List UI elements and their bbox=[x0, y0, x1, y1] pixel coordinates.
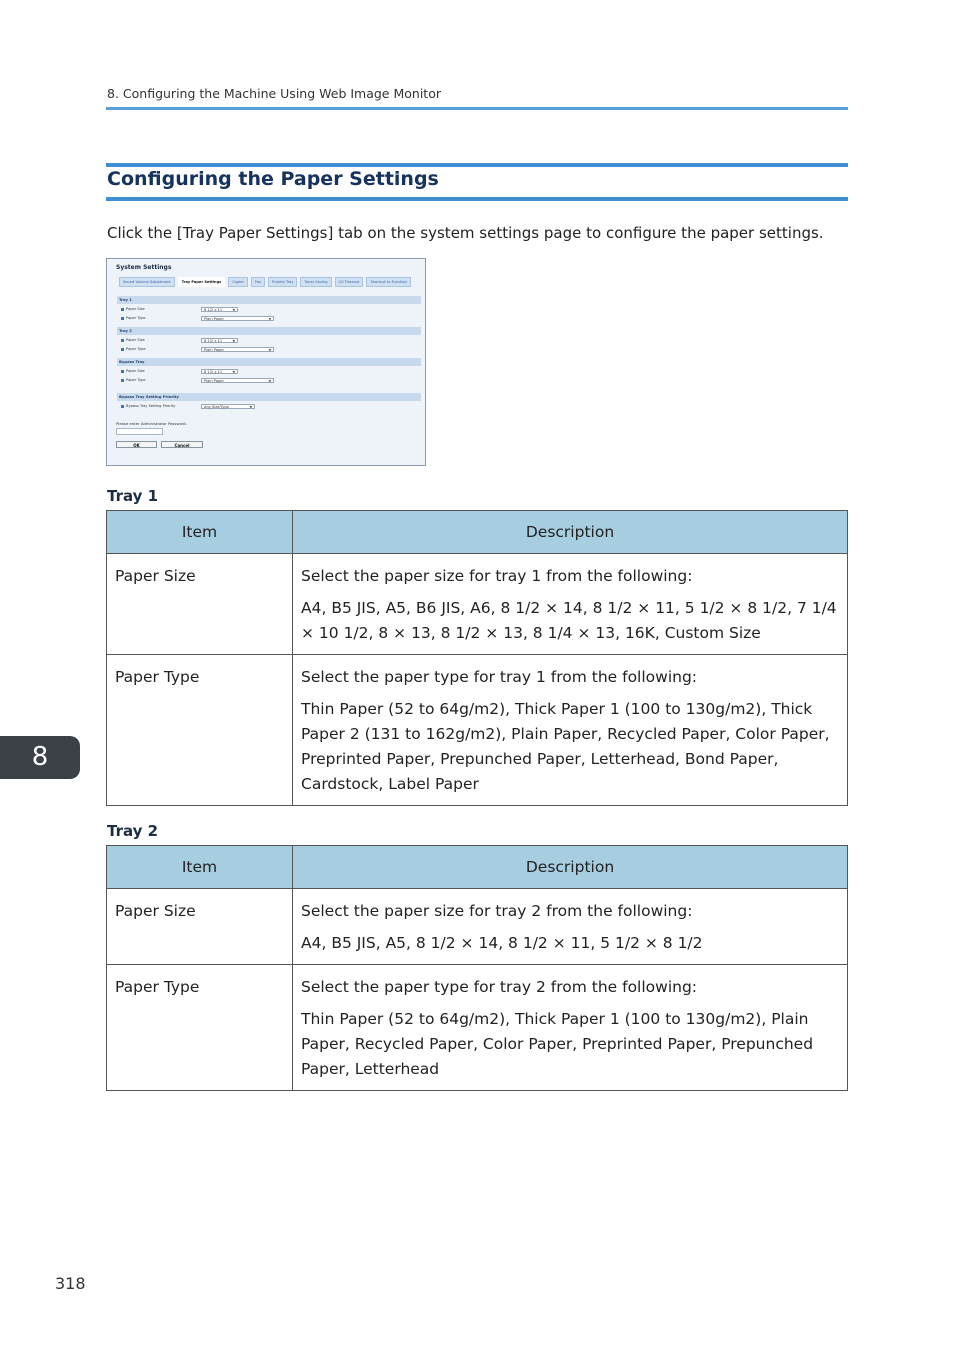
group-bypass-priority: Bypass Tray Setting Priority bbox=[117, 393, 421, 401]
password-input[interactable] bbox=[116, 428, 163, 435]
table-row bbox=[107, 889, 848, 965]
group-tray-1: Tray 1 bbox=[117, 296, 421, 304]
cancel-button[interactable]: Cancel bbox=[161, 441, 203, 448]
table-row bbox=[107, 965, 848, 1091]
description-lead: Select the paper type for tray 2 from the following: bbox=[301, 978, 698, 996]
field-tray1-paper-size: Paper Size bbox=[121, 307, 145, 311]
header-rule bbox=[106, 107, 848, 110]
field-tray1-paper-type: Paper Type bbox=[121, 316, 146, 320]
tab-priority-tray[interactable]: Priority Tray bbox=[268, 277, 297, 287]
description-lead: Select the paper size for tray 1 from the following: bbox=[301, 567, 693, 585]
intro-paragraph: Click the [Tray Paper Settings] tab on the system settings page to configure the paper settings. bbox=[107, 224, 824, 242]
table-row bbox=[107, 554, 848, 655]
select-tray1-paper-size[interactable]: 8 1/2 x 11 ▼ bbox=[201, 307, 238, 312]
tray2-table bbox=[106, 845, 848, 1091]
field-tray2-paper-size: Paper Size bbox=[121, 338, 145, 342]
row-item: Paper Type bbox=[107, 965, 293, 1091]
row-description bbox=[293, 655, 848, 806]
table-header-item: Item bbox=[107, 511, 293, 554]
select-bypass-paper-type[interactable]: Plain Paper ▼ bbox=[201, 378, 274, 383]
select-tray2-paper-type[interactable]: Plain Paper ▼ bbox=[201, 347, 274, 352]
tray1-caption: Tray 1 bbox=[107, 487, 159, 505]
select-tray1-paper-type[interactable]: Plain Paper ▼ bbox=[201, 316, 274, 321]
row-item: Paper Size bbox=[107, 554, 293, 655]
tray1-table bbox=[106, 510, 848, 806]
tab-sound-volume[interactable]: Sound Volume Adjustment bbox=[119, 277, 175, 287]
password-label: Please enter Administrator Password. bbox=[116, 421, 187, 426]
screenshot-title: System Settings bbox=[116, 264, 172, 271]
field-bypass-priority: Bypass Tray Setting Priority bbox=[121, 404, 175, 408]
field-bypass-paper-type: Paper Type bbox=[121, 378, 146, 382]
tab-tray-paper-settings[interactable]: Tray Paper Settings bbox=[178, 277, 226, 287]
field-bypass-paper-size: Paper Size bbox=[121, 369, 145, 373]
ok-button[interactable]: OK bbox=[116, 441, 157, 448]
page-number: 318 bbox=[55, 1274, 86, 1293]
chapter-tab: 8 bbox=[0, 736, 80, 779]
row-item: Paper Type bbox=[107, 655, 293, 806]
screenshot-tab-bar bbox=[119, 277, 411, 287]
tray2-caption: Tray 2 bbox=[107, 822, 159, 840]
section-rule-bottom bbox=[106, 197, 848, 201]
row-description bbox=[293, 889, 848, 965]
field-tray2-paper-type: Paper Type bbox=[121, 347, 146, 351]
description-detail: Thin Paper (52 to 64g/m2), Thick Paper 1 (100 to 130g/m2), Plain Paper, Recycled Paper, Color Paper, Preprinted Paper, Prepunched Paper, Letterhead bbox=[301, 1010, 814, 1078]
table-header-item: Item bbox=[107, 846, 293, 889]
tab-toner-saving[interactable]: Toner Saving bbox=[300, 277, 331, 287]
section-title: Configuring the Paper Settings bbox=[107, 168, 439, 190]
group-bypass-tray: Bypass Tray bbox=[117, 358, 421, 366]
tab-copier[interactable]: Copier bbox=[228, 277, 248, 287]
row-item: Paper Size bbox=[107, 889, 293, 965]
section-rule-top bbox=[106, 163, 848, 167]
row-description bbox=[293, 554, 848, 655]
group-tray-2: Tray 2 bbox=[117, 327, 421, 335]
description-lead: Select the paper size for tray 2 from the following: bbox=[301, 902, 693, 920]
tab-io-timeout[interactable]: I/O Timeout bbox=[335, 277, 364, 287]
select-tray2-paper-size[interactable]: 8 1/2 x 11 ▼ bbox=[201, 338, 238, 343]
tab-fax[interactable]: Fax bbox=[251, 277, 265, 287]
description-lead: Select the paper type for tray 1 from the following: bbox=[301, 668, 698, 686]
select-bypass-priority[interactable]: Any Size/Type ▼ bbox=[201, 404, 255, 409]
table-row bbox=[107, 655, 848, 806]
system-settings-screenshot bbox=[106, 258, 426, 466]
table-header-description: Description bbox=[293, 846, 848, 889]
table-header-description: Description bbox=[293, 511, 848, 554]
select-bypass-paper-size[interactable]: 8 1/2 x 11 ▼ bbox=[201, 369, 238, 374]
description-detail: A4, B5 JIS, A5, B6 JIS, A6, 8 1/2 × 14, 8 1/2 × 11, 5 1/2 × 8 1/2, 7 1/4 × 10 1/2, 8 × 13, 8 1/2 × 13, 8 1/4 × 13, 16K, Custom Size bbox=[301, 599, 837, 642]
row-description bbox=[293, 965, 848, 1091]
tab-shortcut-to-function[interactable]: Shortcut to Function bbox=[366, 277, 411, 287]
running-head: 8. Configuring the Machine Using Web Image Monitor bbox=[107, 86, 441, 101]
screenshot-body bbox=[113, 289, 425, 465]
description-detail: A4, B5 JIS, A5, 8 1/2 × 14, 8 1/2 × 11, 5 1/2 × 8 1/2 bbox=[301, 934, 703, 952]
description-detail: Thin Paper (52 to 64g/m2), Thick Paper 1 (100 to 130g/m2), Thick Paper 2 (131 to 162g/m2), Plain Paper, Recycled Paper, Color Paper, Preprinted Paper, Prepunched Paper, Letterhead, Bond Paper, Cardstock, Label Paper bbox=[301, 700, 830, 793]
